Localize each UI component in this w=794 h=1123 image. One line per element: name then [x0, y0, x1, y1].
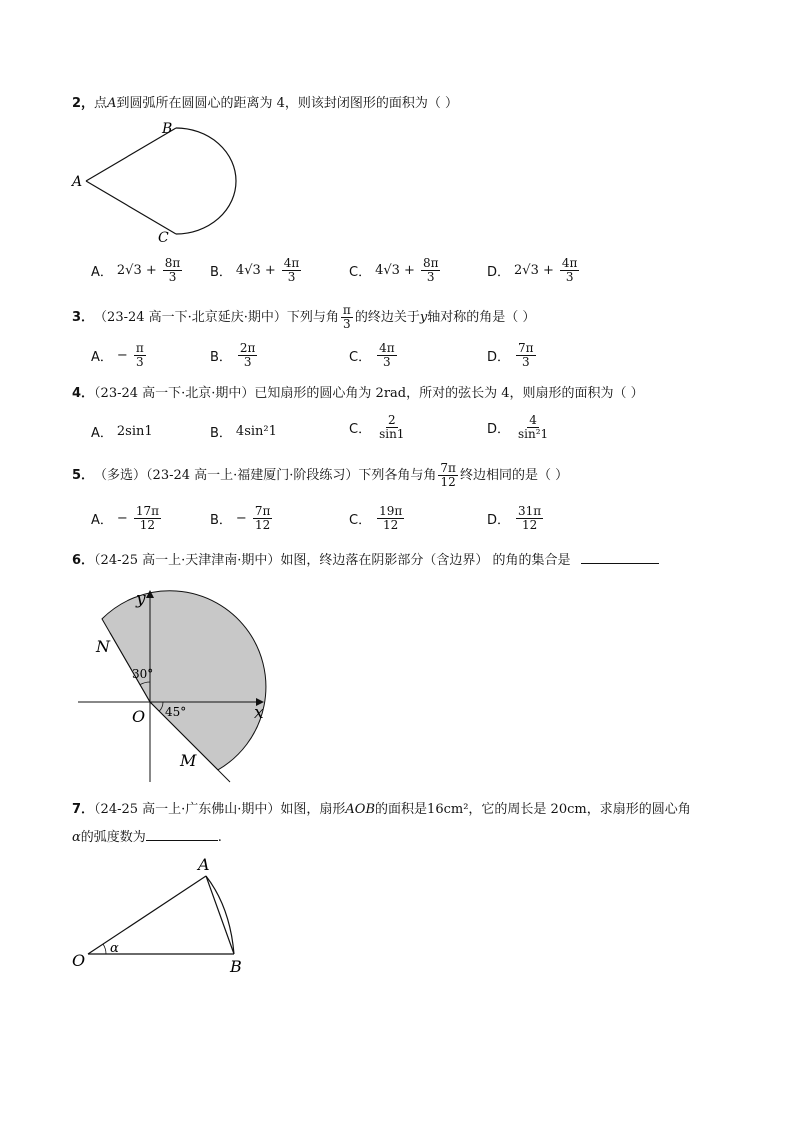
q3-number: 3． [72, 309, 95, 325]
q6-label-x: x [254, 703, 264, 723]
q2-number: 2， [72, 96, 95, 111]
q2-option-c[interactable]: C． 4√3 + $\frac{8\pi}{3}$ [349, 256, 439, 284]
q4-option-b[interactable]: B． 4sin²1 [210, 424, 277, 441]
q5-angle: $\frac{7\pi}{12}$ [440, 461, 456, 489]
q7-stem-line2: α的弧度数为 . [72, 830, 222, 845]
chord-ab [206, 876, 234, 954]
q3-angle: $\frac{\pi}{3}$ [342, 303, 351, 331]
q2-text-b: 到圆弧所在圆圆心的距离为 4，则该封闭图形的面积为（ ） [116, 96, 458, 111]
q6-label-y: y [136, 589, 146, 609]
q7-answer-blank[interactable] [146, 828, 218, 841]
q7-stem: 7．（24-25 高一上·广东佛山·期中）如图，扇形AOB的面积是16cm²，它的周长是 20cm，求扇形的圆心角 [72, 802, 691, 817]
q3-option-c[interactable]: C． $\frac{4\pi}{3}$ [349, 341, 395, 369]
q4-option-c[interactable]: C． $\frac{2}{\sin 1}$ [349, 413, 405, 441]
q2-stem [72, 96, 458, 112]
q4-option-a[interactable]: A． 2sin1 [91, 424, 153, 441]
q7-label-b: B [230, 957, 242, 976]
teardrop-shape [86, 128, 236, 234]
q6-label-n: N [96, 637, 110, 656]
q2-figure [66, 118, 266, 258]
q6-label-m: M [180, 751, 197, 770]
side-oa [88, 876, 206, 954]
q3-option-a[interactable]: A． − $\frac{\pi}{3}$ [91, 341, 144, 369]
q7-label-alpha: α [110, 941, 119, 956]
q5-option-c[interactable]: C． $\frac{19\pi}{12}$ [349, 504, 403, 532]
q2-option-a[interactable]: A． 2√3 + $\frac{8\pi}{3}$ [91, 256, 181, 284]
q7-figure [70, 852, 270, 982]
q5-number: 5． [72, 467, 95, 483]
q7-number: 7． [72, 802, 95, 817]
q2-label-b: B [162, 121, 173, 137]
q2-option-b[interactable]: B． 4√3 + $\frac{4\pi}{3}$ [210, 256, 300, 284]
q5-stem: 5． （多选）（23-24 高一上·福建厦门·阶段练习）下列各角与角 $\frac{7\pi}{12}$ 终边相同的是（ ） [72, 461, 569, 489]
q6-angle-45: 45° [165, 705, 187, 719]
q4-stem: 4．（23-24 高一下·北京·期中）已知扇形的圆心角为 2rad，所对的弦长为 4，则扇形的面积为（ ） [72, 386, 644, 401]
q6-label-o: O [132, 707, 146, 726]
q4-number: 4． [72, 386, 95, 401]
q6-stem: 6．（24-25 高一上·天津津南·期中）如图，终边落在阴影部分（含边界） 的角的集合是 [72, 551, 659, 569]
q7-label-o: O [72, 951, 86, 970]
q5-option-b[interactable]: B． − $\frac{7\pi}{12}$ [210, 504, 271, 532]
q6-figure [72, 582, 287, 792]
q2-option-d[interactable]: D． 2√3 + $\frac{4\pi}{3}$ [487, 256, 578, 284]
q5-option-d[interactable]: D． $\frac{31\pi}{12}$ [487, 504, 542, 532]
q3-option-d[interactable]: D． $\frac{7\pi}{3}$ [487, 341, 534, 369]
q7-label-a: A [198, 855, 210, 874]
q6-number: 6． [72, 553, 95, 568]
q4-option-d[interactable]: D． $\frac{4}{\text{sin²1}}$ [487, 413, 549, 441]
q2-label-c: C [158, 230, 169, 246]
shaded-sector [102, 591, 266, 770]
q3-option-b[interactable]: B． $\frac{2\pi}{3}$ [210, 341, 256, 369]
angle-alpha-arc [103, 944, 106, 954]
q2-label-a: A [72, 174, 83, 190]
q6-angle-30: 30° [132, 667, 154, 681]
q2-text-a: 点 [94, 96, 108, 111]
q2-var-a: A [107, 96, 117, 111]
q6-answer-blank[interactable] [581, 551, 659, 564]
q3-stem: 3． （23-24 高一下·北京延庆·期中）下列与角 $\frac{\pi}{3}$ 的终边关于 y 轴对称的角是（ ） [72, 303, 536, 331]
q5-option-a[interactable]: A． − $\frac{17\pi}{12}$ [91, 504, 159, 532]
